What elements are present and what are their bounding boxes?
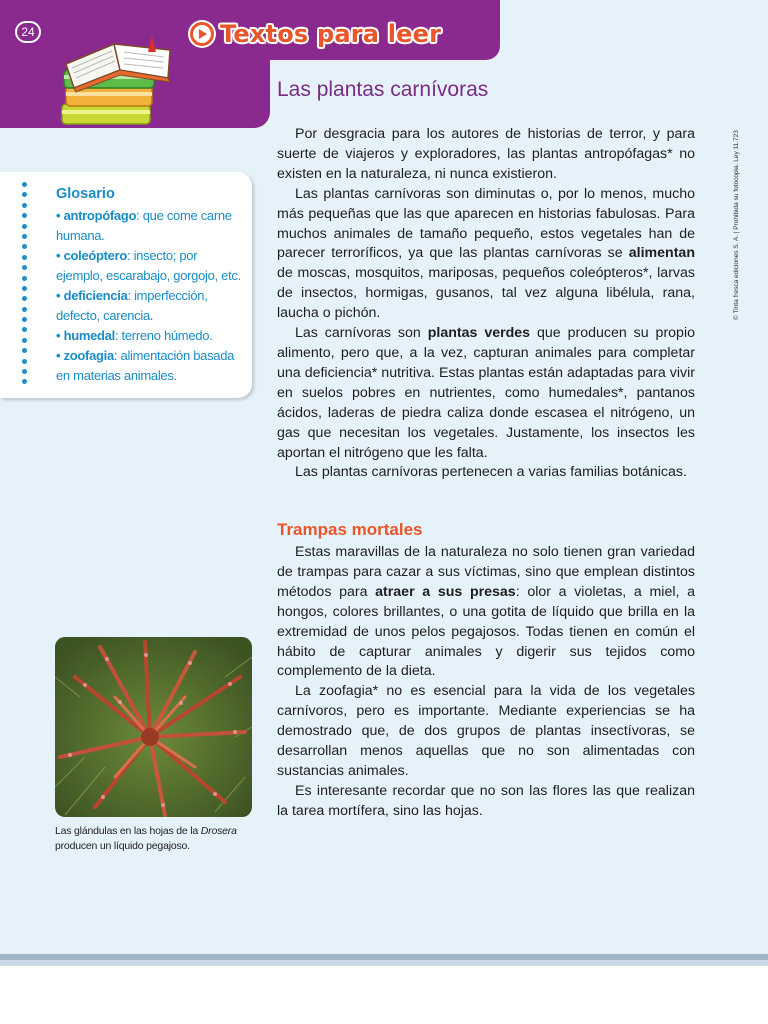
paragraph-text: La zoofagia* no es esencial para la vida de los vegetales carnívoros, pero es importante. Mediante experiencias se ha demostrado que, de dos grupos de plantas insectívoras, se desarrollan menos aquellas que no son alimentadas con sustancias animales. bbox=[277, 683, 695, 779]
glossary-list bbox=[56, 206, 246, 386]
article-body-part-1 bbox=[277, 125, 695, 483]
paragraph bbox=[277, 463, 695, 483]
bold-keyword: plantas verdes bbox=[427, 325, 531, 342]
paragraph bbox=[277, 682, 695, 782]
paragraph bbox=[277, 543, 695, 682]
glossary-term: • zoofagia bbox=[56, 348, 114, 363]
glossary-entry bbox=[56, 206, 246, 246]
glossary-definition: : insecto; por ejemplo, escarabajo, gorgojo, etc. bbox=[56, 248, 241, 283]
article-body-part-2 bbox=[277, 543, 695, 822]
glossary-term: • deficiencia bbox=[56, 288, 128, 303]
play-icon bbox=[190, 22, 214, 46]
glossary-entry bbox=[56, 246, 246, 286]
paragraph-text: : olor a violetas, a miel, a hongos, colores brillantes, o una gotita de líquido que brilla en la extremidad de unos pelos pegajosos. Todas tienen en común el hábito de capturar animales y digerir sus tejidos como complemento de la dieta. bbox=[277, 583, 695, 680]
bottom-rule-light bbox=[0, 960, 768, 966]
drosera-photo bbox=[55, 637, 252, 817]
caption-text-start: Las glándulas en las hojas de la bbox=[55, 825, 201, 837]
glossary-term: • humedal bbox=[56, 328, 115, 343]
caption-species-name: Drosera bbox=[200, 825, 237, 837]
glossary-entry bbox=[56, 326, 246, 346]
paragraph-text: Las plantas carnívoras son diminutas o, por lo menos, mucho más pequeñas que las que aparecen en historias fabulosas. Para muchos animales de tamaño pequeño, estos vegetales han de parecer terroríficos, ya que las plantas carnívoras se bbox=[277, 185, 695, 262]
glossary-title: Glosario bbox=[56, 186, 115, 202]
books-illustration bbox=[52, 30, 192, 134]
glossary-term: • coleóptero bbox=[56, 248, 128, 263]
glossary-entry bbox=[56, 346, 246, 386]
paragraph bbox=[277, 125, 695, 185]
glossary-definition: : terreno húmedo. bbox=[114, 328, 213, 343]
paragraph-text: de moscas, mosquitos, mariposas, pequeños coleópteros*, larvas de insectos, hormigas, gusanos, tal vez alguna libélula, rana, laucha o pichón. bbox=[277, 265, 695, 322]
bold-keyword: atraer a sus presas bbox=[375, 583, 516, 600]
paragraph-text: Por desgracia para los autores de historias de terror, y para suerte de viajeros y exploradores, las plantas antropófagas* no existen en la naturaleza, ni nunca existieron. bbox=[277, 126, 695, 182]
article-subtitle: Trampas mortales bbox=[277, 520, 423, 539]
glossary-definition: : imperfección, defecto, carencia. bbox=[56, 288, 208, 323]
copyright-notice: © Tinta fresca ediciones S. A. | Prohibida su fotocopia. Ley 11.723 bbox=[733, 130, 740, 320]
paragraph bbox=[277, 324, 695, 463]
paragraph-text: Las plantas carnívoras pertenecen a varias familias botánicas. bbox=[295, 464, 687, 481]
paragraph-text: que producen su propio alimento, pero que, a la vez, capturan animales para completar una deficiencia* nutritiva. Estas plantas están adaptadas para vivir en suelos pobres en nutrientes, como humedales*, pantanos ácidos, laderas de piedra caliza donde escasea el nitrógeno, un gas que necesitan los vegetales. Justamente, los insectos les aportan el nitrógeno que les falta. bbox=[277, 325, 695, 461]
glossary-box bbox=[0, 172, 252, 398]
article-title: Las plantas carnívoras bbox=[277, 78, 489, 101]
paragraph-text: Las carnívoras son bbox=[295, 325, 428, 342]
paragraph bbox=[277, 185, 695, 324]
paragraph-text: Estas maravillas de la naturaleza no solo tienen gran variedad de trampas para cazar a sus víctimas, sino que emplean distintos métodos para bbox=[277, 544, 695, 600]
glossary-dots-decoration bbox=[22, 182, 28, 392]
figure-caption bbox=[55, 824, 255, 854]
page-number: 24 bbox=[15, 21, 41, 43]
section-title-text: Textos para leer bbox=[220, 20, 442, 48]
glossary-definition: : alimentación basada en materias animales. bbox=[56, 348, 235, 383]
paragraph bbox=[277, 782, 695, 822]
paragraph-text: Es interesante recordar que no son las flores las que realizan la tarea mortífera, sino las hojas. bbox=[277, 782, 695, 819]
caption-text-end: producen un líquido pegajoso. bbox=[55, 840, 190, 852]
section-title bbox=[190, 14, 441, 54]
glossary-term: • antropófago bbox=[56, 208, 137, 223]
bold-keyword: alimentan bbox=[628, 245, 695, 262]
glossary-definition: : que come carne humana. bbox=[56, 208, 232, 243]
glossary-entry bbox=[56, 286, 246, 326]
